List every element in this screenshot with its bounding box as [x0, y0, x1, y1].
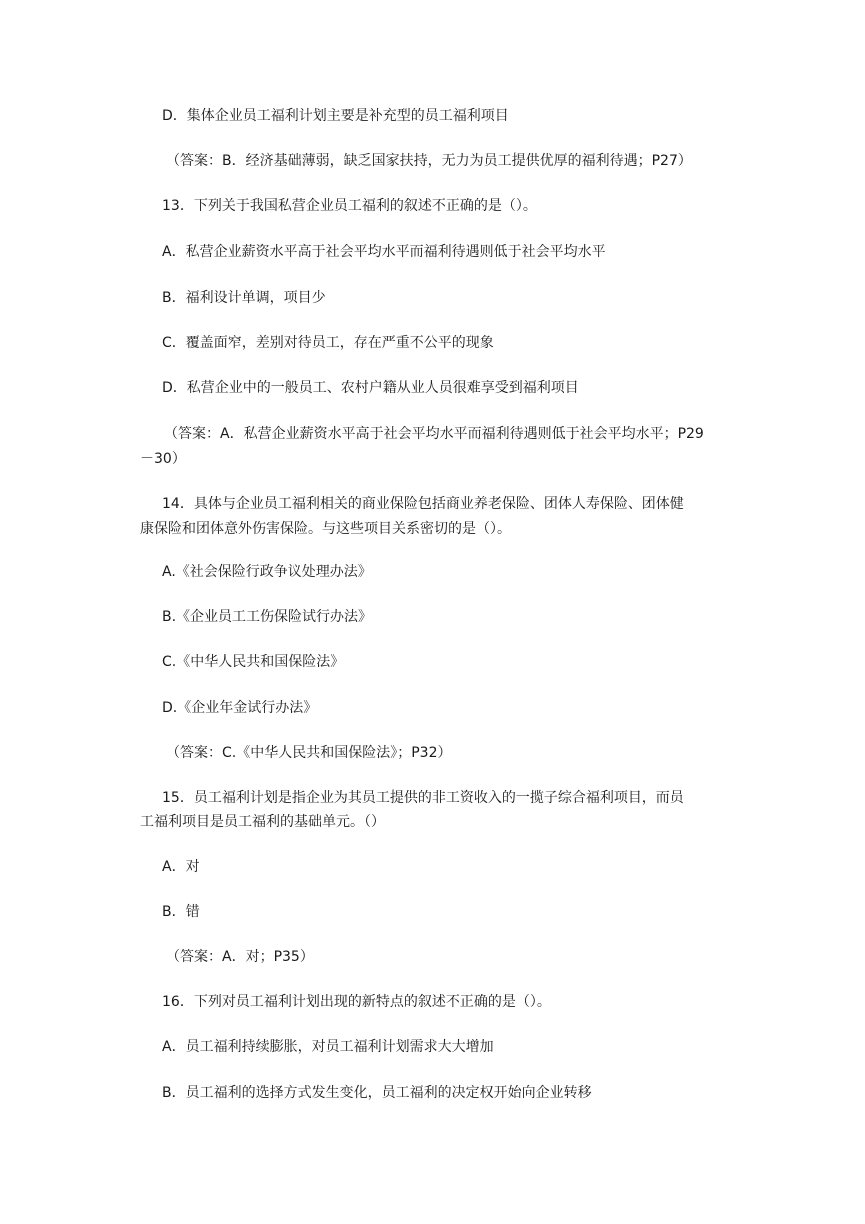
q14-option-d: D.《企业年金试行办法》: [162, 700, 318, 716]
q13-answer-line2: －30）: [140, 451, 186, 467]
q13-option-c: C．覆盖面窄，差别对待员工，存在严重不公平的现象: [162, 335, 494, 351]
q16-option-b: B．员工福利的选择方式发生变化，员工福利的决定权开始向企业转移: [162, 1085, 592, 1101]
q15-answer: （答案：A．对；P35）: [166, 949, 314, 965]
q16-option-a: A．员工福利持续膨胀，对员工福利计划需求大大增加: [162, 1039, 494, 1055]
q13-option-d: D．私营企业中的一般员工、农村户籍从业人员很难享受到福利项目: [162, 380, 579, 396]
q14-stem-line1: 14．具体与企业员工福利相关的商业保险包括商业养老保险、团体人寿保险、团体健: [162, 496, 684, 512]
q13-stem: 13．下列关于我国私营企业员工福利的叙述不正确的是（）。: [162, 198, 537, 214]
q15-stem-line2: 工福利项目是员工福利的基础单元。（）: [140, 814, 385, 830]
q14-option-a: A.《社会保险行政争议处理办法》: [162, 564, 372, 580]
q12-answer: （答案：B．经济基础薄弱，缺乏国家扶持，无力为员工提供优厚的福利待遇；P27）: [166, 153, 692, 169]
q15-option-a: A．对: [162, 859, 200, 875]
q14-stem-line2: 康保险和团体意外伤害保险。与这些项目关系密切的是（）。: [140, 521, 511, 537]
q15-stem-line1: 15．员工福利计划是指企业为其员工提供的非工资收入的一揽子综合福利项目，而员: [162, 790, 684, 806]
q12-option-d: D．集体企业员工福利计划主要是补充型的员工福利项目: [162, 108, 509, 124]
q13-option-a: A．私营企业薪资水平高于社会平均水平而福利待遇则低于社会平均水平: [162, 244, 606, 260]
q14-option-b: B.《企业员工工伤保险试行办法》: [162, 609, 373, 625]
q14-option-c: C.《中华人民共和国保险法》: [162, 654, 345, 670]
q14-answer: （答案：C.《中华人民共和国保险法》；P32）: [166, 745, 452, 761]
q13-answer-line1: （答案：A．私营企业薪资水平高于社会平均水平而福利待遇则低于社会平均水平；P29: [164, 426, 704, 442]
q13-option-b: B．福利设计单调，项目少: [162, 290, 326, 306]
q16-stem: 16．下列对员工福利计划出现的新特点的叙述不正确的是（）。: [162, 994, 551, 1010]
q15-option-b: B．错: [162, 904, 200, 920]
